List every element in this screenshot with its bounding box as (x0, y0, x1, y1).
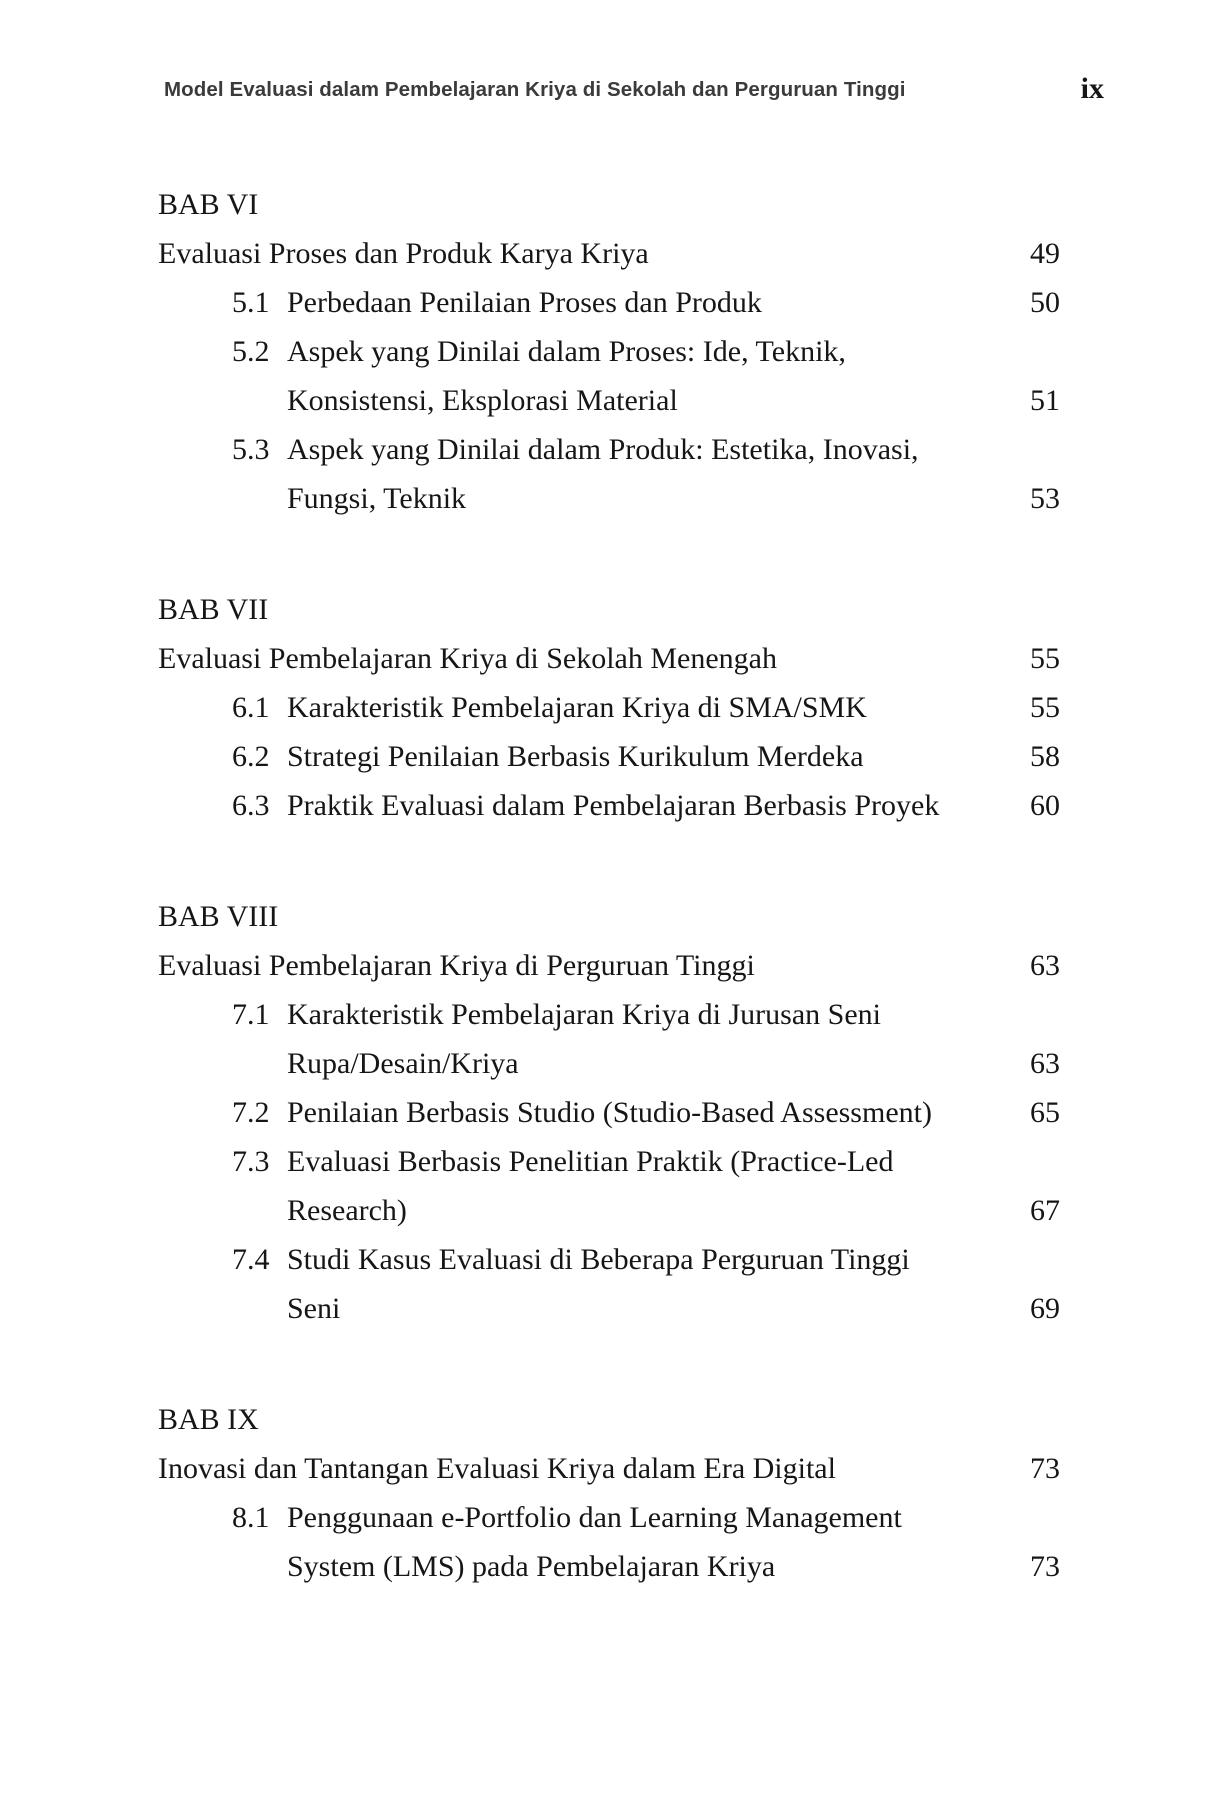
section-number: 7.3 (232, 1145, 270, 1178)
section-number: 6.2 (232, 740, 270, 773)
section-page-number: 67 (1030, 1194, 1060, 1227)
toc-chapter-bab-vii (158, 585, 1060, 830)
chapter-title: Evaluasi Pembelajaran Kriya di Perguruan Tinggi (158, 949, 755, 982)
chapter-page-number: 49 (1030, 237, 1060, 270)
section-title: Aspek yang Dinilai dalam Proses: Ide, Teknik, (287, 335, 846, 368)
section-title: Perbedaan Penilaian Proses dan Produk (287, 286, 762, 319)
chapter-heading: BAB VII (158, 593, 269, 626)
chapter-title: Evaluasi Pembelajaran Kriya di Sekolah Menengah (158, 642, 777, 675)
section-page-number: 55 (1030, 691, 1060, 724)
toc-entry (158, 1493, 1060, 1591)
section-title-continued: Seni (287, 1292, 341, 1325)
toc-chapter-bab-viii (158, 892, 1060, 1333)
section-number: 5.1 (232, 286, 270, 319)
toc-entry (158, 683, 1060, 732)
chapter-page-number: 55 (1030, 642, 1060, 675)
section-page-number: 51 (1030, 384, 1060, 417)
section-title: Penggunaan e-Portfolio dan Learning Management (287, 1501, 902, 1534)
chapter-title-row (158, 634, 1060, 683)
section-title-continued: Rupa/Desain/Kriya (287, 1047, 519, 1080)
section-page-number: 53 (1030, 482, 1060, 515)
section-page-number: 60 (1030, 789, 1060, 822)
section-number: 6.3 (232, 789, 270, 822)
section-page-number: 58 (1030, 740, 1060, 773)
section-number: 5.3 (232, 433, 270, 466)
chapter-heading: BAB IX (158, 1403, 259, 1436)
chapter-title: Evaluasi Proses dan Produk Karya Kriya (158, 237, 649, 270)
section-title-continued: Research) (287, 1194, 407, 1227)
section-title: Praktik Evaluasi dalam Pembelajaran Berbasis Proyek (287, 789, 940, 822)
running-header-title: Model Evaluasi dalam Pembelajaran Kriya di Sekolah dan Perguruan Tinggi (164, 78, 906, 102)
toc-entry (158, 1137, 1060, 1235)
section-page-number: 65 (1030, 1096, 1060, 1129)
chapter-heading: BAB VIII (158, 900, 279, 933)
section-page-number: 69 (1030, 1292, 1060, 1325)
section-title-continued: Fungsi, Teknik (287, 482, 467, 515)
toc-chapter-bab-vi (158, 180, 1060, 523)
toc-entry (158, 327, 1060, 425)
section-number: 8.1 (232, 1501, 270, 1534)
section-page-number: 50 (1030, 286, 1060, 319)
page-number-folio: ix (1080, 72, 1104, 105)
section-page-number: 63 (1030, 1047, 1060, 1080)
toc-entry (158, 1235, 1060, 1333)
section-title: Karakteristik Pembelajaran Kriya di SMA/SMK (287, 691, 867, 724)
running-header (0, 0, 1221, 104)
section-number: 7.4 (232, 1243, 270, 1276)
table-of-contents (0, 104, 1221, 1591)
chapter-title: Inovasi dan Tantangan Evaluasi Kriya dalam Era Digital (158, 1452, 836, 1485)
chapter-title-row (158, 941, 1060, 990)
section-title: Karakteristik Pembelajaran Kriya di Jurusan Seni (287, 998, 881, 1031)
section-title: Studi Kasus Evaluasi di Beberapa Perguruan Tinggi (287, 1243, 910, 1276)
section-title: Penilaian Berbasis Studio (Studio-Based Assessment) (287, 1096, 932, 1129)
section-title-continued: System (LMS) pada Pembelajaran Kriya (287, 1550, 776, 1583)
chapter-title-row (158, 229, 1060, 278)
section-number: 7.2 (232, 1096, 270, 1129)
toc-entry (158, 781, 1060, 830)
chapter-heading: BAB VI (158, 188, 259, 221)
section-page-number: 73 (1030, 1550, 1060, 1583)
toc-entry (158, 990, 1060, 1088)
toc-entry (158, 278, 1060, 327)
section-title-continued: Konsistensi, Eksplorasi Material (287, 384, 678, 417)
section-number: 5.2 (232, 335, 270, 368)
toc-entry (158, 1088, 1060, 1137)
toc-entry (158, 732, 1060, 781)
toc-entry (158, 425, 1060, 523)
section-title: Strategi Penilaian Berbasis Kurikulum Merdeka (287, 740, 864, 773)
section-title: Aspek yang Dinilai dalam Produk: Estetika, Inovasi, (287, 433, 919, 466)
chapter-title-row (158, 1444, 1060, 1493)
chapter-page-number: 63 (1030, 949, 1060, 982)
section-number: 7.1 (232, 998, 270, 1031)
toc-chapter-bab-ix (158, 1395, 1060, 1591)
chapter-page-number: 73 (1030, 1452, 1060, 1485)
section-title: Evaluasi Berbasis Penelitian Praktik (Practice-Led (287, 1145, 894, 1178)
section-number: 6.1 (232, 691, 270, 724)
